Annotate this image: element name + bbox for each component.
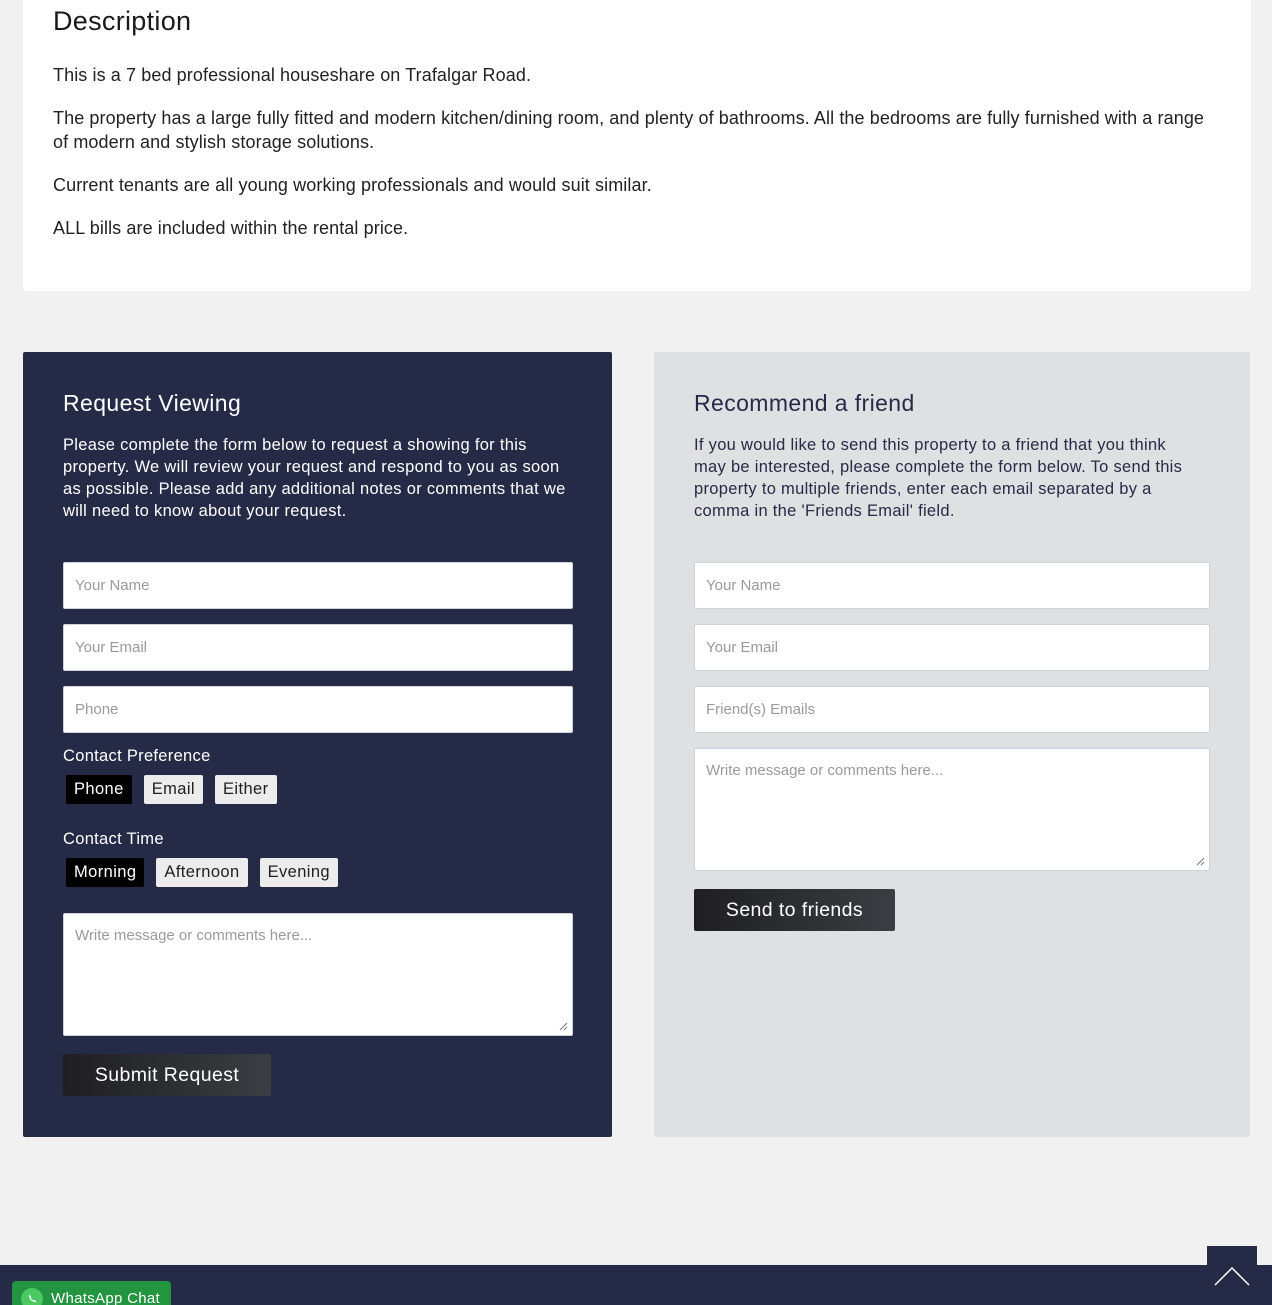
request-message-textarea[interactable] (63, 913, 573, 1036)
contact-time-morning[interactable]: Morning (66, 858, 144, 887)
request-phone-input[interactable] (63, 686, 573, 733)
recommend-friend-intro: If you would like to send this property to a friend that you think may be interested, please complete the form below. To send this property to multiple friends, enter each email separated by a comma in the 'Friends Email' field. (694, 436, 1183, 520)
request-name-input[interactable] (63, 562, 573, 609)
request-viewing-intro: Please complete the form below to request a showing for this property. We will review your request and respond to you as soon as possible. Please add any additional notes or comments that we will need to know about your request. (63, 436, 566, 520)
whatsapp-chat-label: WhatsApp Chat (51, 1289, 160, 1305)
friends-emails-input[interactable] (694, 686, 1210, 733)
contact-time-label: Contact Time (63, 830, 164, 848)
recommend-friend-panel (654, 352, 1250, 1137)
description-paragraph: The property has a large fully fitted and modern kitchen/dining room, and plenty of bathrooms. All the bedrooms are fully furnished with a range of modern and stylish storage solutions. (53, 108, 1205, 152)
whatsapp-chat-button[interactable] (12, 1281, 171, 1305)
description-paragraph: This is a 7 bed professional houseshare on Trafalgar Road. (53, 65, 532, 85)
contact-preference-label: Contact Preference (63, 747, 211, 765)
description-card (23, 0, 1251, 291)
request-viewing-panel (23, 352, 612, 1137)
contact-time-afternoon[interactable]: Afternoon (156, 858, 247, 887)
contact-preference-either[interactable]: Either (215, 775, 277, 804)
recommend-friend-title: Recommend a friend (694, 390, 915, 416)
contact-time-options (66, 858, 572, 887)
request-message-wrapper (63, 913, 573, 1036)
contact-time-evening[interactable]: Evening (260, 858, 338, 887)
contact-preference-email[interactable]: Email (144, 775, 203, 804)
whatsapp-icon (21, 1288, 43, 1305)
friend-sender-email-input[interactable] (694, 624, 1210, 671)
description-paragraph: Current tenants are all young working professionals and would suit similar. (53, 175, 652, 195)
chevron-up-icon (1214, 1266, 1250, 1286)
footer-bar (0, 1265, 1272, 1305)
submit-request-button[interactable]: Submit Request (63, 1054, 271, 1096)
friend-message-textarea[interactable] (694, 748, 1210, 871)
send-to-friends-button[interactable]: Send to friends (694, 889, 895, 931)
description-title: Description (53, 6, 192, 36)
friend-message-wrapper (694, 748, 1210, 871)
request-viewing-title: Request Viewing (63, 390, 242, 416)
contact-preference-phone[interactable]: Phone (66, 775, 132, 804)
scroll-to-top-button[interactable] (1207, 1246, 1257, 1305)
description-paragraph: ALL bills are included within the rental price. (53, 218, 409, 238)
contact-preference-options (66, 775, 572, 804)
request-email-input[interactable] (63, 624, 573, 671)
friend-sender-name-input[interactable] (694, 562, 1210, 609)
